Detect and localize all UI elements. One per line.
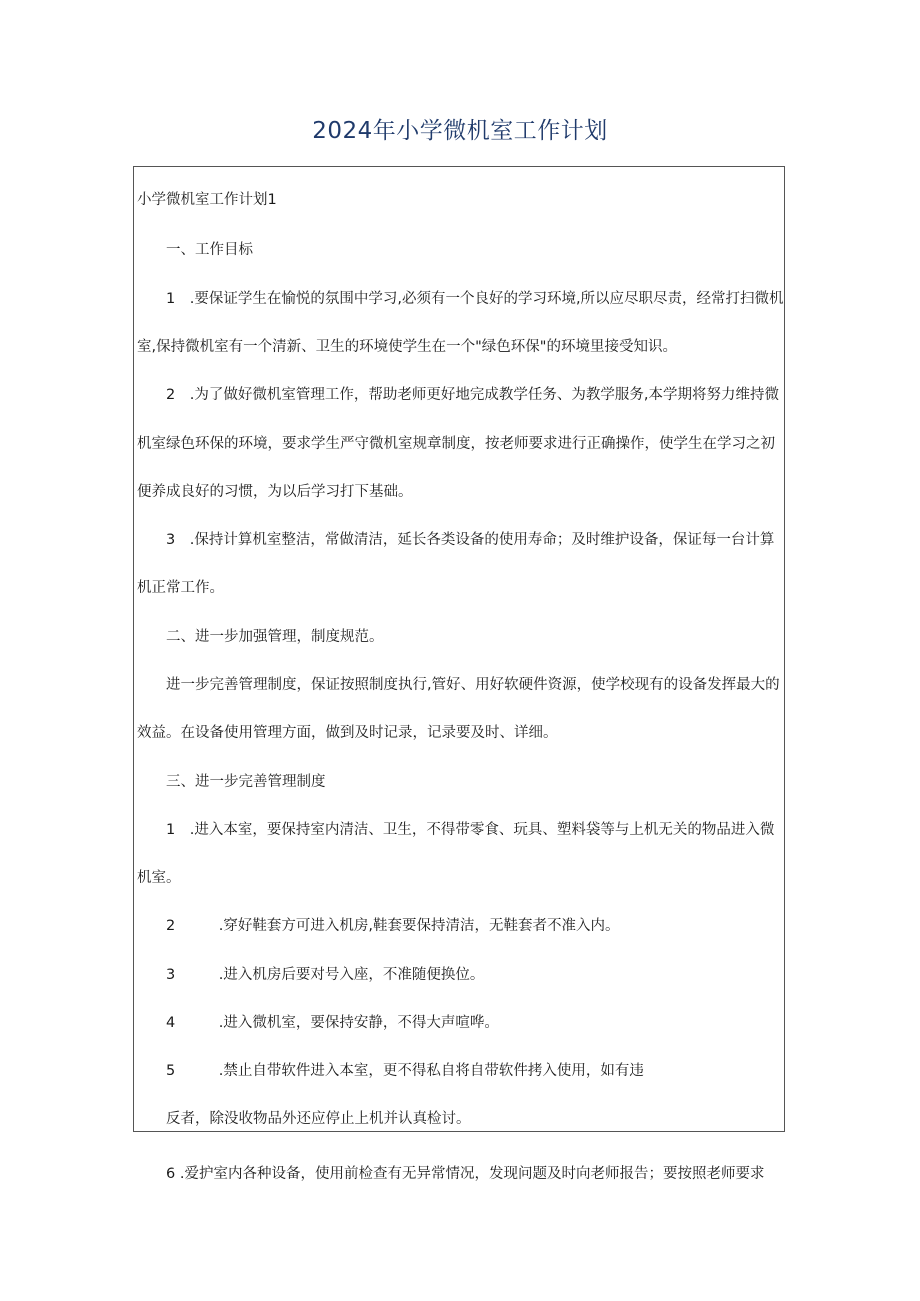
paragraph-line: 反者，除没收物品外还应停止上机并认真检讨。	[166, 1111, 471, 1127]
paragraph-line: 机室。	[137, 870, 181, 886]
content-frame	[133, 166, 785, 1132]
paragraph-line: 机正常工作。	[137, 580, 224, 596]
heading-goals: 一、工作目标	[166, 242, 253, 258]
paragraph-line: 6 .爱护室内各种设备，使用前检查有无异常情况，发现问题及时向老师报告；要按照老师要求	[166, 1166, 765, 1182]
paragraph-line: 进一步完善管理制度，保证按照制度执行,管好、用好软硬件资源，使学校现有的设备发挥最大的	[166, 677, 780, 693]
paragraph-line: 3 .保持计算机室整洁，常做清洁，延长各类设备的使用寿命；及时维护设备，保证每一台计算	[166, 532, 775, 548]
rule-item: 4 .进入微机室，要保持安静，不得大声喧哗。	[166, 1015, 499, 1031]
paragraph-line: 效益。在设备使用管理方面，做到及时记录，记录要及时、详细。	[137, 725, 558, 741]
paragraph-line: 1 .进入本室，要保持室内清洁、卫生，不得带零食、玩具、塑料袋等与上机无关的物品进入微	[166, 822, 775, 838]
heading-rules: 三、进一步完善管理制度	[166, 774, 326, 790]
rule-item: 2 .穿好鞋套方可进入机房,鞋套要保持清洁，无鞋套者不准入内。	[166, 918, 620, 934]
heading-management: 二、进一步加强管理，制度规范。	[166, 629, 384, 645]
section-heading: 小学微机室工作计划1	[137, 192, 277, 208]
paragraph-line: 1 .要保证学生在愉悦的氛围中学习,必须有一个良好的学习环境,所以应尽职尽责，经常打扫微机	[166, 291, 784, 307]
paragraph-line: 便养成良好的习惯，为以后学习打下基础。	[137, 484, 413, 500]
paragraph-line: 机室绿色环保的环境，要求学生严守微机室规章制度，按老师要求进行正确操作，使学生在学习之初	[137, 436, 775, 452]
paragraph-line: 室,保持微机室有一个清新、卫生的环境使学生在一个"绿色环保"的环境里接受知识。	[137, 339, 677, 355]
document-title: 2024年小学微机室工作计划	[312, 118, 608, 144]
rule-item: 5 .禁止自带软件进入本室，更不得私自将自带软件拷入使用，如有违	[166, 1063, 644, 1079]
rule-item: 3 .进入机房后要对号入座，不准随便换位。	[166, 967, 485, 983]
paragraph-line: 2 .为了做好微机室管理工作，帮助老师更好地完成教学任务、为教学服务,本学期将努力维持微	[166, 387, 779, 403]
